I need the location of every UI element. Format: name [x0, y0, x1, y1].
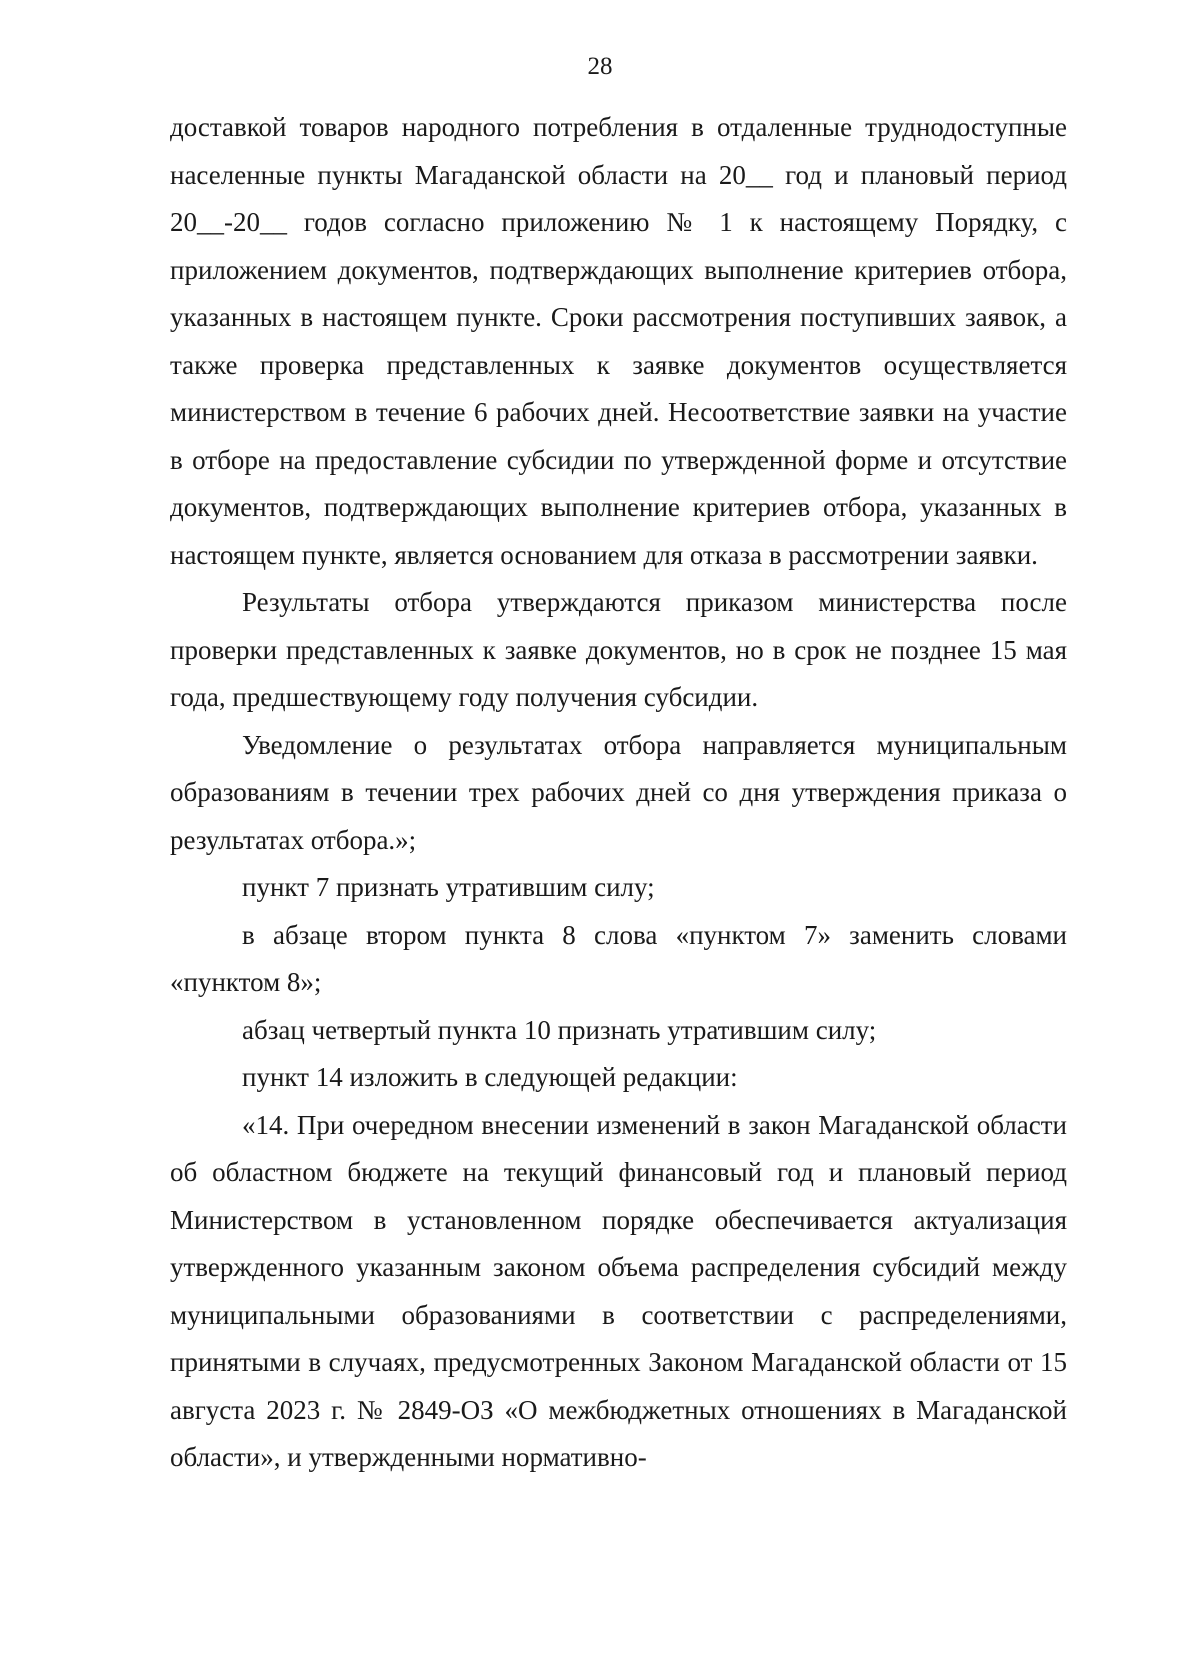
page-number: 28 [587, 53, 613, 80]
paragraph-continuation: доставкой товаров народного потребления в отдаленные труднодоступные населенные пункты Магаданской области на 20__ год и плановый период 20__-20__ годов согласно приложению № 1 к настоящему Порядку, с приложением документов, подтверждающих выполнение критериев отбора, указанных в настоящем пункте. Сроки рассмотрения поступивших заявок, а также проверка представленных к заявке документов осуществляется министерством в течение 6 рабочих дней. Несоответствие заявки на участие в отборе на предоставление субсидии по утвержденной форме и отсутствие документов, подтверждающих выполнение критериев отбора, указанных в настоящем пункте, является основанием для отказа в рассмотрении заявки. [170, 112, 1067, 570]
paragraph-item-10: абзац четвертый пункта 10 признать утратившим силу; [242, 1014, 877, 1045]
document-body [170, 104, 1067, 1482]
paragraph-item-14-intro: пункт 14 изложить в следующей редакции: [242, 1062, 738, 1092]
paragraph-selection-results: Результаты отбора утверждаются приказом министерства после проверки представленных к заявке документов, но в срок не позднее 15 мая года, предшествующему году получения субсидии. [170, 587, 1067, 712]
paragraph-notification: Уведомление о результатах отбора направляется муниципальным образованиям в течении трех рабочих дней со дня утверждения приказа о результатах отбора.»; [170, 729, 1067, 855]
paragraph-item-14-text: «14. При очередном внесении изменений в закон Магаданской области об областном бюджете на текущий финансовый год и плановый период Министерством в установленном порядке обеспечивается актуализация утвержденного указанным законом объема распределения субсидий между муниципальными образованиями в соответствии с распределениями, принятыми в случаях, предусмотренных Законом Магаданской области от 15 августа 2023 г. № 2849-ОЗ «О межбюджетных отношениях в Магаданской области», и утвержденными нормативно- [170, 1109, 1067, 1472]
paragraph-item-8: в абзаце втором пункта 8 слова «пунктом 7» заменить словами «пунктом 8»; [170, 919, 1067, 997]
paragraph-item-7: пункт 7 признать утратившим силу; [242, 872, 655, 902]
